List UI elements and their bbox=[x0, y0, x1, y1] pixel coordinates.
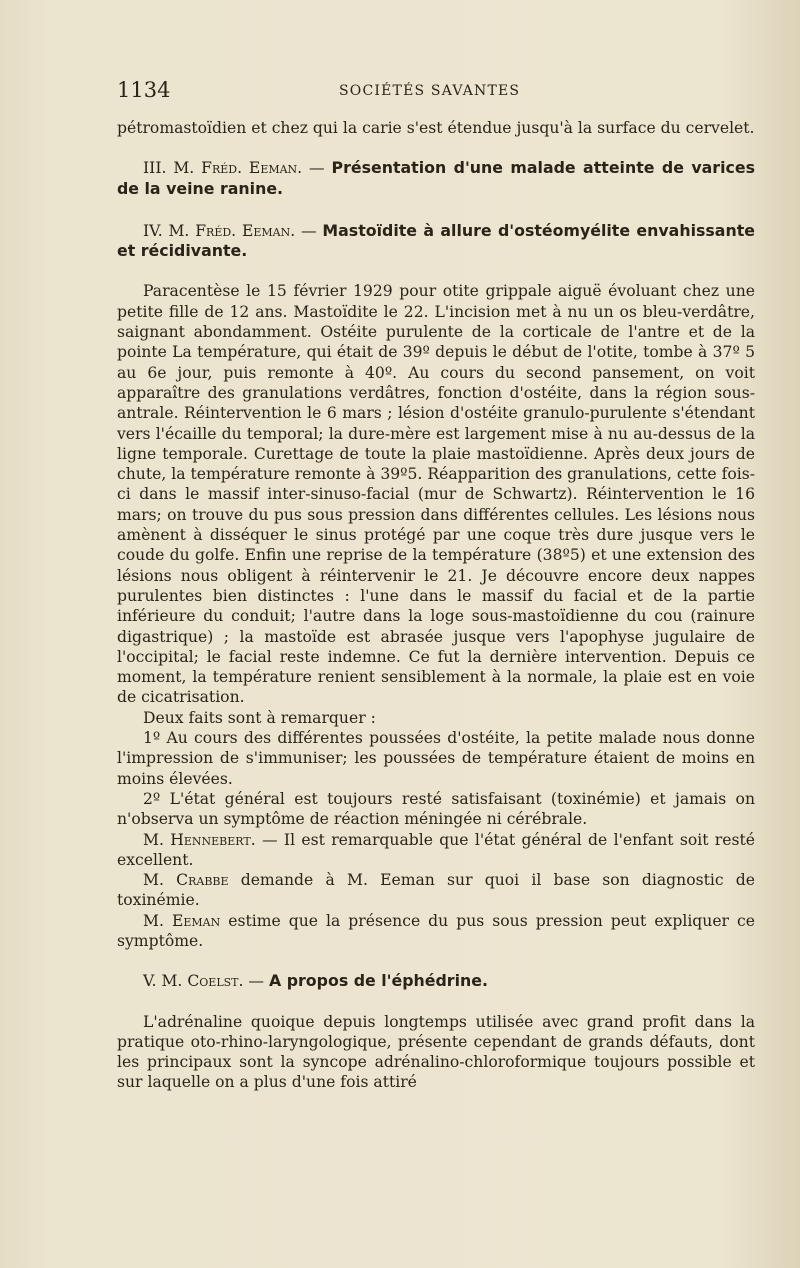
section-5-number: V. M. bbox=[143, 972, 183, 991]
crabbe-remark: demande à M. Eeman sur quoi il base son diagnostic de toxinémie. bbox=[117, 871, 755, 910]
case-report-paragraph: Paracentèse le 15 février 1929 pour otite grippale aiguë évoluant chez une petite fille de 12 ans. Mastoïdite le 22. L'incision met à nu un os bleu-verdâtre, saignant abondamment. Ostéite purulente de la corticale de l'antre et de la pointe La température, qui était de 39º depuis le début de l'otite, tombe à 37º 5 au 6e jour, puis remonte à 40º. Au cours du second pansement, on voit apparaître des granulations verdâtres, fonction d'ostéite, dans la région sous-antrale. Réintervention le 6 mars ; lésion d'ostéite granulo-purulente s'étendant vers l'écaille du temporal; la dure-mère est largement mise à nu au-dessus de la ligne temporale. Curettage de toute la plaie mastoïdienne. Après deux jours de chute, la température remonte à 39º5. Réapparition des granulations, cette fois-ci dans le massif inter-sinuso-facial (mur de Schwartz). Réintervention le 16 mars; on trouve du pus sous pression dans différentes cellules. Les lésions nous amènent à disséquer le sinus protégé par une coque très dure jusque vers le coude du golfe. Enfin une reprise de la température (38º5) et une extension des lésions nous obligent à réintervenir le 21. Je découvre encore deux nappes purulentes bien distinctes : l'une dans le massif du facial et de la partie inférieure du conduit; l'autre dans la loge sous-mastoïdienne du cou (rainure digastrique) ; la mastoïde est abrasée jusque vers l'apophyse jugulaire de l'occipital; le facial reste indemne. Ce fut la dernière intervention. Depuis ce moment, la température renient sensiblement à la normale, la plaie est en voie de cicatrisation. bbox=[117, 282, 755, 707]
discussion-eeman bbox=[117, 911, 755, 952]
discussion-lead: M. bbox=[143, 911, 164, 930]
discussion-lead: M. bbox=[143, 871, 164, 890]
remarks-intro: Deux faits sont à remarquer : bbox=[143, 708, 376, 727]
section-5-heading bbox=[117, 971, 755, 991]
discussion-crabbe bbox=[117, 870, 755, 911]
section-5-title: A propos de l'éphédrine. bbox=[268, 971, 488, 991]
section-3-number: III. M. bbox=[143, 159, 195, 178]
section-4-dash: — bbox=[295, 221, 323, 240]
section-3-dash: — bbox=[302, 159, 332, 178]
speaker-eeman: Eeman bbox=[171, 911, 221, 930]
section-4-number: IV. M. bbox=[143, 221, 190, 240]
discussion-lead: M. bbox=[143, 830, 164, 849]
remark-1: 1º Au cours des différentes poussées d'ostéite, la petite malade nous donne l'impression de s'immuniser; les poussées de température étaient de moins en moins élevées. bbox=[117, 729, 755, 788]
discussion-hennebert bbox=[117, 830, 755, 871]
ephedrine-paragraph: L'adrénaline quoique depuis longtemps utilisée avec grand profit dans la pratique oto-rhino-laryngologique, présente cependant de grands défauts, dont les principaux sont la syncope adrénalino-chloroformique toujours possible et sur laquelle on a plus d'une fois attiré bbox=[117, 1012, 755, 1092]
page-number: 1134 bbox=[117, 78, 171, 102]
section-4-author: Fréd. Eeman. bbox=[195, 221, 296, 240]
remark-2: 2º L'état général est toujours resté satisfaisant (toxinémie) et jamais on n'observa un symptôme de réaction méningée ni cérébrale. bbox=[117, 789, 755, 829]
speaker-crabbe: Crabbe bbox=[176, 871, 229, 890]
continuation-paragraph: pétromastoïdien et chez qui la carie s'est étendue jusqu'à la surface du cervelet. bbox=[117, 119, 755, 137]
eeman-remark: estime que la présence du pus sous pression peut expliquer ce symptôme. bbox=[117, 911, 755, 950]
section-4-title: Mastoïdite à allure d'ostéomyélite envahissante et récidivante. bbox=[117, 220, 755, 261]
speaker-hennebert: Hennebert. bbox=[170, 830, 256, 849]
hennebert-remark: — Il est remarquable que l'état général de l'enfant soit resté excellent. bbox=[117, 830, 755, 869]
text-body bbox=[117, 118, 755, 1093]
page-header bbox=[117, 78, 757, 102]
section-4-heading bbox=[117, 221, 755, 262]
section-5-dash: — bbox=[243, 972, 269, 991]
section-3-author: Fréd. Eeman. bbox=[201, 159, 303, 178]
running-head: SOCIÉTÉS SAVANTES bbox=[339, 83, 521, 99]
section-5-author: Coelst. bbox=[187, 972, 244, 991]
section-3-heading bbox=[117, 158, 755, 199]
section-3-title: Présentation d'une malade atteinte de varices de la veine ranine. bbox=[117, 158, 755, 198]
